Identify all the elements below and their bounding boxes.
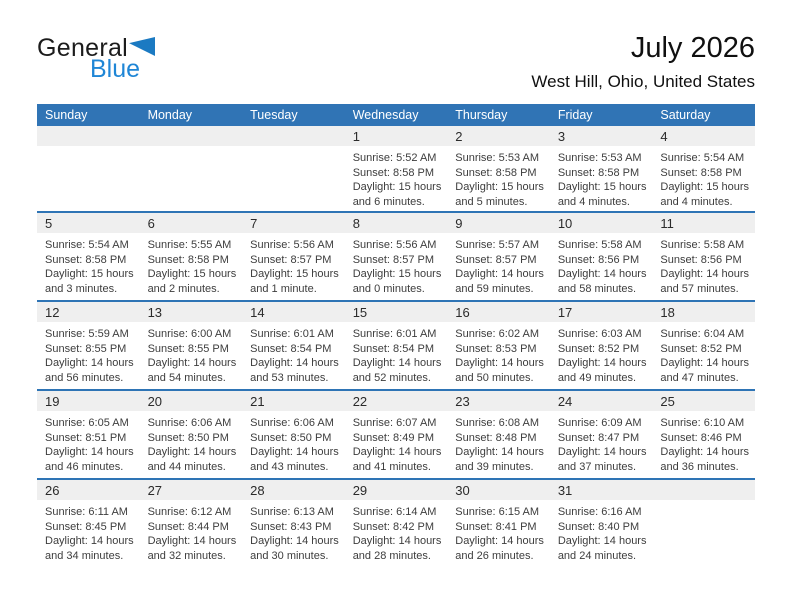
day-details (140, 411, 243, 474)
day-number: 24 (557, 393, 573, 409)
day-number: 1 (352, 128, 360, 144)
daylight-text: Daylight: 14 hours (455, 446, 544, 459)
sunrise-text: Sunrise: 5:53 AM (455, 152, 540, 164)
daylight-text-cont: and 49 minutes. (557, 371, 637, 384)
sunset-text: Sunset: 8:45 PM (45, 520, 127, 533)
day-number-band (652, 126, 755, 146)
day-number-band (37, 391, 140, 411)
empty-day-cell (140, 126, 243, 212)
day-details (652, 411, 755, 474)
daylight-text: Daylight: 15 hours (660, 181, 750, 194)
sunset-text: Sunset: 8:55 PM (45, 342, 127, 355)
daylight-text: Daylight: 15 hours (250, 268, 339, 281)
daylight-text-cont: and 1 minute. (250, 282, 317, 295)
daylight-text: Daylight: 14 hours (455, 535, 544, 548)
day-number: 6 (147, 215, 155, 231)
daylight-text: Daylight: 14 hours (147, 446, 237, 459)
day-details (447, 500, 550, 563)
day-cell-20[interactable] (140, 390, 243, 479)
day-details (447, 233, 550, 296)
sunrise-text: Sunrise: 6:07 AM (352, 417, 437, 429)
sunset-text: Sunset: 8:56 PM (660, 253, 742, 266)
day-cell-5[interactable] (37, 212, 140, 301)
daylight-text: Daylight: 14 hours (45, 357, 134, 370)
day-cell-26[interactable] (37, 479, 140, 568)
day-number: 25 (660, 393, 675, 409)
daylight-text: Daylight: 14 hours (45, 446, 134, 459)
daylight-text: Daylight: 14 hours (250, 535, 339, 548)
daylight-text-cont: and 34 minutes. (45, 549, 124, 562)
week-row-5 (37, 479, 755, 568)
sunrise-text: Sunrise: 6:14 AM (352, 506, 437, 518)
day-number-band (140, 480, 243, 500)
day-number-band (242, 480, 345, 500)
day-number: 22 (352, 393, 368, 409)
day-cell-22[interactable] (345, 390, 448, 479)
day-details (447, 411, 550, 474)
day-details (37, 322, 140, 385)
sunset-text: Sunset: 8:50 PM (250, 431, 332, 444)
logo-triangle-icon (129, 37, 155, 56)
day-number: 7 (250, 215, 258, 231)
daylight-text: Daylight: 14 hours (557, 357, 647, 370)
sunrise-text: Sunrise: 5:55 AM (147, 239, 232, 251)
sunset-text: Sunset: 8:54 PM (250, 342, 332, 355)
day-number: 21 (250, 393, 265, 409)
day-number: 3 (557, 128, 566, 144)
week-row-3 (37, 301, 755, 390)
daylight-text-cont: and 30 minutes. (250, 549, 329, 562)
weekday-header-wednesday: Wednesday (345, 104, 448, 126)
daylight-text: Daylight: 14 hours (45, 535, 134, 548)
sunset-text: Sunset: 8:41 PM (455, 520, 537, 533)
day-number: 17 (557, 304, 573, 320)
weekday-header-sunday: Sunday (37, 104, 140, 126)
daylight-text: Daylight: 14 hours (147, 535, 237, 548)
daylight-text-cont: and 59 minutes. (455, 282, 534, 295)
day-cell-15[interactable] (345, 301, 448, 390)
daylight-text-cont: and 50 minutes. (455, 371, 534, 384)
daylight-text-cont: and 47 minutes. (660, 371, 739, 384)
daylight-text-cont: and 5 minutes. (455, 195, 528, 208)
sunrise-text: Sunrise: 5:59 AM (45, 328, 129, 340)
sunset-text: Sunset: 8:57 PM (352, 253, 435, 266)
week-row-2 (37, 212, 755, 301)
daylight-text-cont: and 54 minutes. (147, 371, 226, 384)
day-number: 29 (352, 482, 368, 498)
sunset-text: Sunset: 8:40 PM (557, 520, 640, 533)
daylight-text-cont: and 43 minutes. (250, 460, 329, 473)
day-details (652, 233, 755, 296)
calendar-table (37, 104, 755, 568)
day-cell-14[interactable] (242, 301, 345, 390)
sunset-text: Sunset: 8:49 PM (352, 431, 435, 444)
day-number: 9 (455, 215, 463, 231)
day-number-band (345, 126, 448, 146)
day-number-band (140, 391, 243, 411)
day-details (345, 146, 448, 209)
day-number: 2 (455, 128, 463, 144)
day-number-band (37, 213, 140, 233)
daylight-text-cont: and 28 minutes. (352, 549, 431, 562)
weekday-header-friday: Friday (550, 104, 653, 126)
day-details (37, 233, 140, 296)
page-header (37, 33, 755, 92)
weekday-header-saturday: Saturday (652, 104, 755, 126)
daylight-text-cont: and 56 minutes. (45, 371, 124, 384)
day-cell-1[interactable] (345, 126, 448, 212)
daylight-text-cont: and 26 minutes. (455, 549, 534, 562)
day-details (345, 233, 448, 296)
day-cell-7[interactable] (242, 212, 345, 301)
daylight-text: Daylight: 14 hours (557, 268, 647, 281)
sunset-text: Sunset: 8:56 PM (557, 253, 640, 266)
day-details (242, 500, 345, 563)
day-cell-6[interactable] (140, 212, 243, 301)
day-cell-10[interactable] (550, 212, 653, 301)
day-number-band (550, 126, 653, 146)
sunset-text: Sunset: 8:46 PM (660, 431, 742, 444)
day-number: 18 (660, 304, 675, 320)
day-cell-11[interactable] (652, 212, 755, 301)
day-number-band (140, 213, 243, 233)
sunrise-text: Sunrise: 6:13 AM (250, 506, 334, 518)
sunrise-text: Sunrise: 6:16 AM (557, 506, 642, 518)
logo-text-general: General (37, 34, 129, 62)
day-number-band (37, 126, 140, 146)
day-details (140, 322, 243, 385)
weekday-header-tuesday: Tuesday (242, 104, 345, 126)
page-subtitle: West Hill, Ohio, United States (531, 71, 755, 91)
day-cell-21[interactable] (242, 390, 345, 479)
sunrise-text: Sunrise: 6:05 AM (45, 417, 129, 429)
sunset-text: Sunset: 8:54 PM (352, 342, 435, 355)
day-number: 11 (660, 215, 674, 231)
daylight-text: Daylight: 15 hours (352, 268, 442, 281)
day-number-band (652, 480, 755, 500)
day-number-band (447, 126, 550, 146)
sunrise-text: Sunrise: 6:15 AM (455, 506, 540, 518)
daylight-text-cont: and 41 minutes. (352, 460, 431, 473)
sunrise-text: Sunrise: 6:11 AM (45, 506, 128, 518)
daylight-text: Daylight: 14 hours (557, 446, 647, 459)
day-cell-18[interactable] (652, 301, 755, 390)
day-details (550, 411, 653, 474)
sunset-text: Sunset: 8:53 PM (455, 342, 537, 355)
sunrise-text: Sunrise: 6:01 AM (352, 328, 437, 340)
day-number-band (345, 391, 448, 411)
day-number-band (242, 391, 345, 411)
sunset-text: Sunset: 8:58 PM (660, 166, 742, 179)
daylight-text: Daylight: 14 hours (352, 446, 442, 459)
daylight-text-cont: and 24 minutes. (557, 549, 637, 562)
day-number: 26 (45, 482, 60, 498)
day-details (242, 411, 345, 474)
day-number-band (242, 213, 345, 233)
day-number-band (652, 213, 755, 233)
day-number: 15 (352, 304, 368, 320)
sunset-text: Sunset: 8:50 PM (147, 431, 229, 444)
day-number: 19 (45, 393, 60, 409)
weekday-header-row (37, 104, 755, 126)
day-number-band (447, 480, 550, 500)
day-cell-31[interactable] (550, 479, 653, 568)
day-number: 10 (557, 215, 573, 231)
daylight-text: Daylight: 14 hours (455, 357, 544, 370)
day-cell-8[interactable] (345, 212, 448, 301)
day-number: 28 (250, 482, 265, 498)
day-number: 16 (455, 304, 470, 320)
daylight-text: Daylight: 14 hours (557, 535, 647, 548)
day-number: 30 (455, 482, 470, 498)
day-number: 27 (147, 482, 163, 498)
day-number-band (242, 302, 345, 322)
sunrise-text: Sunrise: 6:02 AM (455, 328, 540, 340)
daylight-text: Daylight: 14 hours (660, 268, 750, 281)
daylight-text-cont: and 3 minutes. (45, 282, 118, 295)
sunset-text: Sunset: 8:57 PM (455, 253, 537, 266)
sunrise-text: Sunrise: 5:58 AM (557, 239, 642, 251)
day-cell-24[interactable] (550, 390, 653, 479)
day-cell-3[interactable] (550, 126, 653, 212)
sunrise-text: Sunrise: 5:53 AM (557, 152, 642, 164)
day-details (447, 322, 550, 385)
day-cell-16[interactable] (447, 301, 550, 390)
day-number-band (140, 126, 243, 146)
sunrise-text: Sunrise: 5:54 AM (660, 152, 745, 164)
day-cell-13[interactable] (140, 301, 243, 390)
daylight-text-cont: and 53 minutes. (250, 371, 329, 384)
daylight-text-cont: and 0 minutes. (352, 282, 425, 295)
day-number-band (550, 480, 653, 500)
sunrise-text: Sunrise: 5:56 AM (250, 239, 334, 251)
sunrise-text: Sunrise: 6:08 AM (455, 417, 540, 429)
day-details (550, 233, 653, 296)
sunset-text: Sunset: 8:44 PM (147, 520, 229, 533)
daylight-text-cont: and 58 minutes. (557, 282, 637, 295)
daylight-text: Daylight: 15 hours (352, 181, 442, 194)
day-cell-19[interactable] (37, 390, 140, 479)
daylight-text: Daylight: 14 hours (352, 357, 442, 370)
day-number: 12 (45, 304, 60, 320)
weekday-header-thursday: Thursday (447, 104, 550, 126)
sunrise-text: Sunrise: 6:04 AM (660, 328, 745, 340)
sunrise-text: Sunrise: 5:56 AM (352, 239, 437, 251)
page-title: July 2026 (630, 32, 755, 64)
day-number-band (447, 391, 550, 411)
daylight-text-cont: and 57 minutes. (660, 282, 739, 295)
sunrise-text: Sunrise: 6:12 AM (147, 506, 232, 518)
sunrise-text: Sunrise: 5:52 AM (352, 152, 437, 164)
daylight-text-cont: and 2 minutes. (147, 282, 220, 295)
day-number-band (345, 480, 448, 500)
day-details (447, 146, 550, 209)
daylight-text-cont: and 4 minutes. (660, 195, 733, 208)
daylight-text: Daylight: 14 hours (250, 357, 339, 370)
day-details (652, 322, 755, 385)
daylight-text-cont: and 32 minutes. (147, 549, 226, 562)
day-number: 13 (147, 304, 163, 320)
empty-day-cell (242, 126, 345, 212)
day-number-band (447, 302, 550, 322)
daylight-text: Daylight: 14 hours (455, 268, 544, 281)
empty-day-cell (652, 479, 755, 568)
sunset-text: Sunset: 8:58 PM (557, 166, 640, 179)
empty-day-cell (37, 126, 140, 212)
daylight-text-cont: and 6 minutes. (352, 195, 425, 208)
sunrise-text: Sunrise: 5:57 AM (455, 239, 540, 251)
day-cell-23[interactable] (447, 390, 550, 479)
daylight-text: Daylight: 15 hours (147, 268, 237, 281)
day-cell-30[interactable] (447, 479, 550, 568)
day-details (37, 411, 140, 474)
sunset-text: Sunset: 8:43 PM (250, 520, 332, 533)
daylight-text: Daylight: 15 hours (455, 181, 544, 194)
sunset-text: Sunset: 8:58 PM (147, 253, 229, 266)
daylight-text-cont: and 36 minutes. (660, 460, 739, 473)
day-number-band (37, 302, 140, 322)
daylight-text-cont: and 44 minutes. (147, 460, 226, 473)
day-number: 14 (250, 304, 265, 320)
day-number: 8 (352, 215, 360, 231)
day-details (550, 322, 653, 385)
sunrise-text: Sunrise: 6:06 AM (250, 417, 334, 429)
day-number-band (550, 391, 653, 411)
day-details (345, 322, 448, 385)
day-number-band (345, 213, 448, 233)
title-block (531, 33, 755, 92)
day-details (242, 322, 345, 385)
daylight-text: Daylight: 14 hours (660, 446, 750, 459)
day-details (550, 146, 653, 209)
sunrise-text: Sunrise: 6:00 AM (147, 328, 232, 340)
sunset-text: Sunset: 8:55 PM (147, 342, 229, 355)
day-cell-28[interactable] (242, 479, 345, 568)
day-cell-25[interactable] (652, 390, 755, 479)
day-number: 23 (455, 393, 470, 409)
day-details (345, 500, 448, 563)
day-number-band (550, 302, 653, 322)
daylight-text: Daylight: 14 hours (250, 446, 339, 459)
sunrise-text: Sunrise: 6:01 AM (250, 328, 334, 340)
day-number-band (140, 302, 243, 322)
sunrise-text: Sunrise: 5:54 AM (45, 239, 129, 251)
week-row-1 (37, 126, 755, 212)
sunrise-text: Sunrise: 5:58 AM (660, 239, 745, 251)
sunset-text: Sunset: 8:58 PM (352, 166, 435, 179)
daylight-text: Daylight: 15 hours (45, 268, 134, 281)
daylight-text-cont: and 46 minutes. (45, 460, 124, 473)
day-number: 20 (147, 393, 163, 409)
logo-text-blue: Blue (90, 55, 141, 83)
day-details (140, 500, 243, 563)
day-number: 31 (557, 482, 573, 498)
day-number-band (652, 391, 755, 411)
sunset-text: Sunset: 8:48 PM (455, 431, 537, 444)
sunset-text: Sunset: 8:51 PM (45, 431, 127, 444)
day-number: 5 (45, 215, 53, 231)
daylight-text-cont: and 39 minutes. (455, 460, 534, 473)
daylight-text-cont: and 52 minutes. (352, 371, 431, 384)
daylight-text: Daylight: 14 hours (147, 357, 237, 370)
weekday-header-monday: Monday (140, 104, 243, 126)
day-number-band (550, 213, 653, 233)
day-number-band (345, 302, 448, 322)
sunset-text: Sunset: 8:58 PM (45, 253, 127, 266)
sunrise-text: Sunrise: 6:10 AM (660, 417, 745, 429)
sunset-text: Sunset: 8:58 PM (455, 166, 537, 179)
sunset-text: Sunset: 8:47 PM (557, 431, 640, 444)
day-cell-12[interactable] (37, 301, 140, 390)
sunrise-text: Sunrise: 6:09 AM (557, 417, 642, 429)
day-cell-17[interactable] (550, 301, 653, 390)
day-cell-27[interactable] (140, 479, 243, 568)
day-details (37, 500, 140, 563)
day-cell-2[interactable] (447, 126, 550, 212)
sunrise-text: Sunrise: 6:03 AM (557, 328, 642, 340)
day-cell-9[interactable] (447, 212, 550, 301)
general-blue-logo (37, 33, 155, 82)
sunrise-text: Sunrise: 6:06 AM (147, 417, 232, 429)
day-number-band (242, 126, 345, 146)
day-details (242, 233, 345, 296)
sunset-text: Sunset: 8:52 PM (557, 342, 640, 355)
day-details (140, 233, 243, 296)
daylight-text: Daylight: 14 hours (352, 535, 442, 548)
day-number-band (652, 302, 755, 322)
day-cell-4[interactable] (652, 126, 755, 212)
day-number-band (37, 480, 140, 500)
daylight-text: Daylight: 14 hours (660, 357, 750, 370)
daylight-text-cont: and 4 minutes. (557, 195, 630, 208)
sunset-text: Sunset: 8:52 PM (660, 342, 742, 355)
sunset-text: Sunset: 8:42 PM (352, 520, 435, 533)
day-cell-29[interactable] (345, 479, 448, 568)
day-number-band (447, 213, 550, 233)
day-details (345, 411, 448, 474)
day-number: 4 (660, 128, 668, 144)
daylight-text-cont: and 37 minutes. (557, 460, 637, 473)
day-details (652, 146, 755, 209)
day-details (550, 500, 653, 563)
week-row-4 (37, 390, 755, 479)
sunset-text: Sunset: 8:57 PM (250, 253, 332, 266)
daylight-text: Daylight: 15 hours (557, 181, 647, 194)
